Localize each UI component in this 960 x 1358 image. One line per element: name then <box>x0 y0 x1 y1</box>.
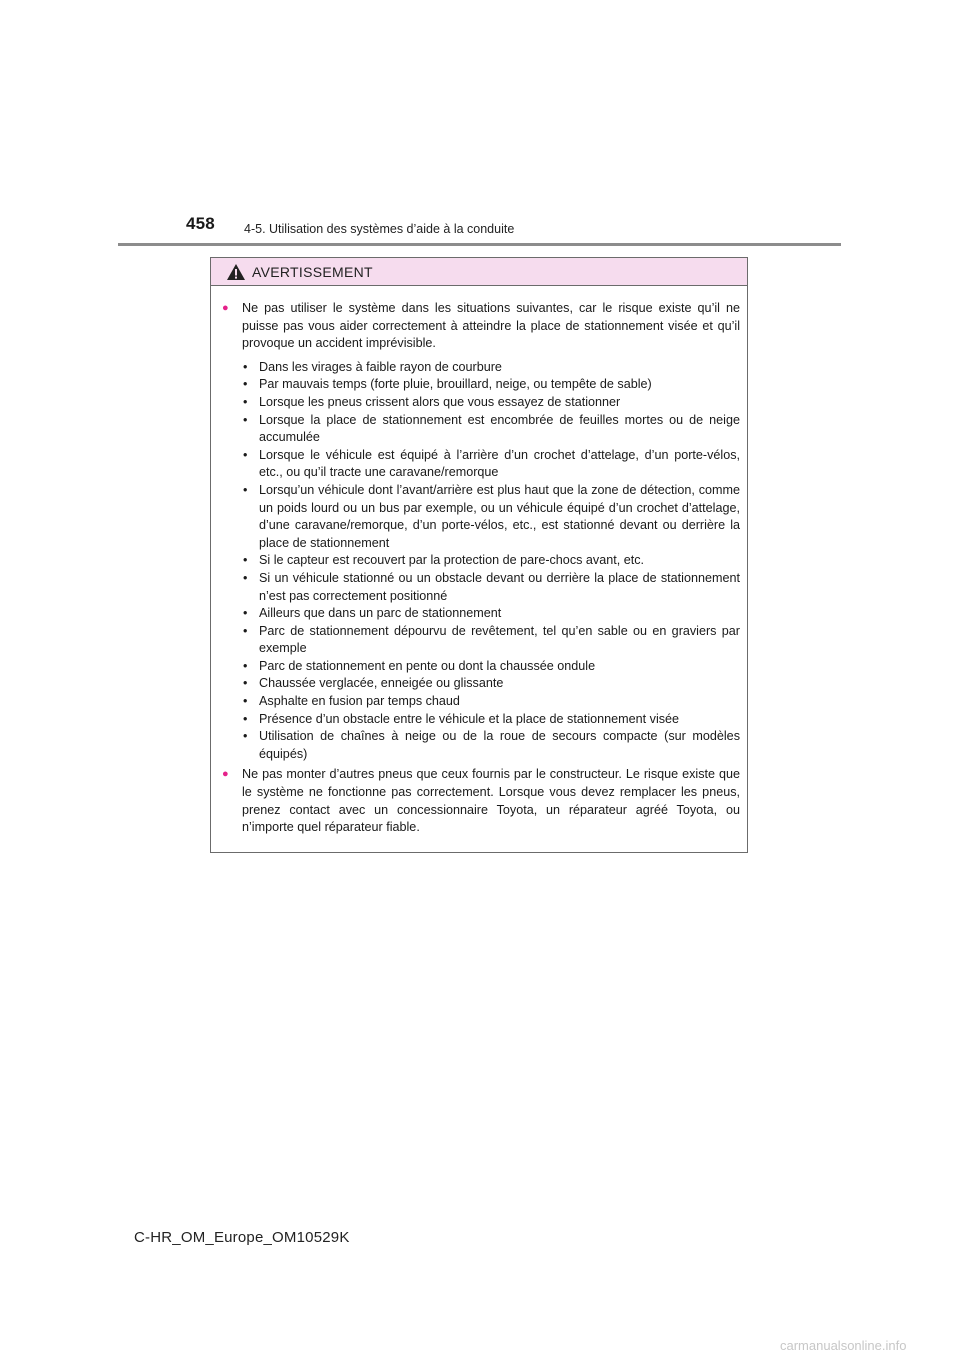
list-item: • Si un véhicule stationné ou un obstacle devant ou derrière la place de stationnement n’est pas correctement positionné <box>243 570 740 603</box>
list-item: • Ailleurs que dans un parc de stationnement <box>243 606 502 621</box>
list-item: • Dans les virages à faible rayon de courbure <box>243 359 502 374</box>
section-title: 4-5. Utilisation des systèmes d’aide à la conduite <box>244 222 515 236</box>
list-item: • Parc de stationnement en pente ou dont la chaussée ondule <box>243 658 596 673</box>
warning-item <box>222 300 740 353</box>
list-item: • Par mauvais temps (forte pluie, brouillard, neige, ou tempête de sable) <box>243 377 652 392</box>
warning-title: AVERTISSEMENT <box>252 263 373 280</box>
warning-item-text: Ne pas monter d’autres pneus que ceux fournis par le constructeur. Le risque existe que le système ne fonctionne pas correctement. Lorsque vous devez remplacer les pneus, prenez contact avec un concessionnaire Toyota, un réparateur agréé Toyota, ou n’importe quel réparateur fiable. <box>242 767 740 835</box>
list-item: • Si le capteur est recouvert par la protection de pare-chocs avant, etc. <box>243 553 645 568</box>
watermark: carmanualsonline.info <box>780 1338 907 1353</box>
warning-body <box>211 286 747 837</box>
warning-item-text: Ne pas utiliser le système dans les situations suivantes, car le risque existe qu’il ne puisse pas vous aider correctement à atteindre la place de stationnement visée et qu’il provoque un accident imprévisible. <box>242 301 740 351</box>
situation-list <box>222 359 740 764</box>
list-item: • Présence d’un obstacle entre le véhicule et la place de stationnement visée <box>243 711 680 726</box>
list-item: • Asphalte en fusion par temps chaud <box>243 694 460 709</box>
bullet-circle-icon: ● <box>222 302 229 314</box>
list-item: • Parc de stationnement dépourvu de revêtement, tel qu’en sable ou en graviers par exemple <box>243 623 740 656</box>
list-item: • Utilisation de chaînes à neige ou de la roue de secours compacte (sur modèles équipés) <box>243 729 740 761</box>
document-code: C-HR_OM_Europe_OM10529K <box>134 1229 350 1246</box>
warning-box <box>210 257 748 853</box>
list-item: • Lorsqu’un véhicule dont l’avant/arrière est plus haut que la zone de détection, comme un poids lourd ou un bus par exemple, ou un véhicule équipé d’un crochet d’attelage, d’une caravane/remorque, d’un porte-vélos, etc., est stationné devant ou derrière la place de stationnement <box>243 482 740 550</box>
warning-header <box>211 258 747 286</box>
warning-triangle-icon <box>226 263 246 281</box>
list-item: • Chaussée verglacée, enneigée ou glissante <box>243 676 504 691</box>
list-item: • Lorsque les pneus crissent alors que vous essayez de stationner <box>243 394 621 409</box>
header-divider <box>118 243 841 246</box>
warning-item <box>222 766 740 836</box>
bullet-circle-icon: ● <box>222 768 229 781</box>
list-item: • Lorsque la place de stationnement est encombrée de feuilles mortes ou de neige accumulée <box>243 412 740 445</box>
page-number: 458 <box>186 214 215 233</box>
list-item: • Lorsque le véhicule est équipé à l’arrière d’un crochet d’attelage, d’un porte-vélos, etc., ou qu’il tracte une caravane/remorque <box>243 447 740 480</box>
